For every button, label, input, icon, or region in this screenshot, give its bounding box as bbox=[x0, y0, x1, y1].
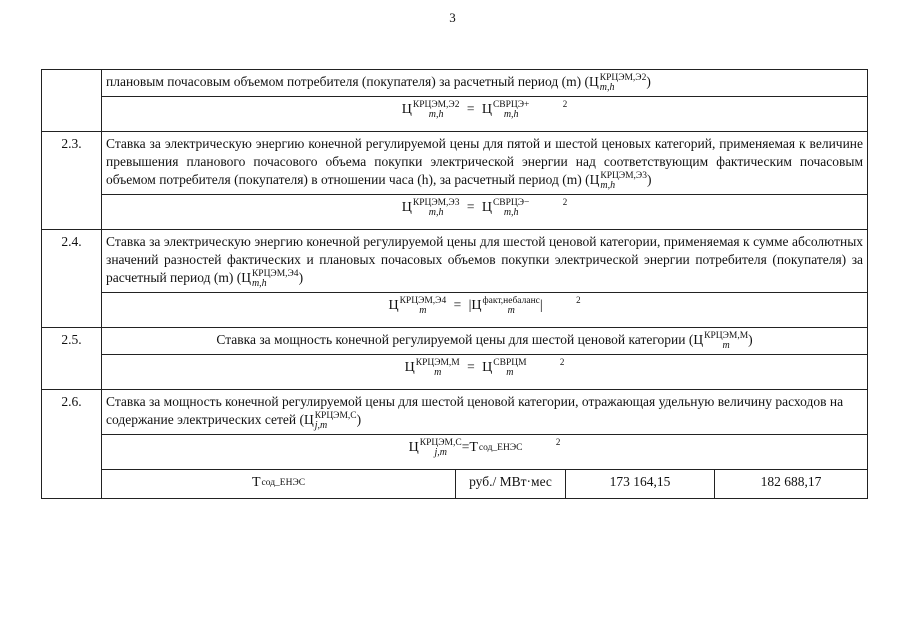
formula-row bbox=[42, 195, 868, 230]
tariff-table bbox=[41, 69, 868, 499]
formula: Ц КРЦЭМ,Э3 m,h = Ц СВРЦЭ− m,h $^2$ bbox=[102, 195, 868, 230]
table-row bbox=[42, 132, 868, 195]
formula: Ц КРЦЭМ,С j,m =Т сод_ЕНЭС $^2$ bbox=[102, 435, 868, 470]
formula-row bbox=[42, 355, 868, 390]
row-description: Ставка за электрическую энергию конечной регулируемой цены для пятой и шестой ценовых категорий, применяемая к величине превышения планового почасового объема покупки электрической энергии над соответствующим фактическим почасовым объемом потребителя (покупателя) в отношении часа (h), за расчетный период (m) (Ц КРЦЭМ,Э3 m,h ) bbox=[102, 132, 868, 195]
table-row bbox=[42, 390, 868, 435]
footnote-mark: 2 bbox=[562, 99, 568, 110]
row-description: Ставка за электрическую энергию конечной регулируемой цены для шестой ценовой категории, применяемая к сумме абсолютных значений разностей фактических и плановых почасовых объемов покупки электрической энергии потребителя (покупателя) за расчетный период (m) (Ц КРЦЭМ,Э4 m,h ) bbox=[102, 230, 868, 293]
row-number: 2.3. bbox=[42, 132, 102, 230]
value-row bbox=[42, 470, 868, 499]
footnote-mark: 2 bbox=[559, 357, 565, 368]
formula: Ц КРЦЭМ,М m = Ц СВРЦМ m $^2$ bbox=[102, 355, 868, 390]
value-cell-1: 173 164,15 bbox=[566, 470, 715, 499]
row-number: 2.4. bbox=[42, 230, 102, 328]
footnote-mark: 2 bbox=[555, 437, 561, 448]
unit-cell: руб./ МВт·мес bbox=[456, 470, 566, 499]
table-row bbox=[42, 70, 868, 97]
formula-row bbox=[42, 293, 868, 328]
row-description: плановым почасовым объемом потребителя (покупателя) за расчетный период (m) (Ц КРЦЭМ,Э2 m,h ) bbox=[102, 70, 868, 97]
table-row bbox=[42, 328, 868, 355]
formula: Ц КРЦЭМ,Э2 m,h = Ц СВРЦЭ+ m,h $^2$ bbox=[102, 97, 868, 132]
formula: Ц КРЦЭМ,Э4 m = |Ц факт,небаланс m | $^2$ bbox=[102, 293, 868, 328]
formula-row bbox=[42, 435, 868, 470]
footnote-mark: 2 bbox=[562, 197, 568, 208]
row-description: Ставка за мощность конечной регулируемой цены для шестой ценовой категории, отражающая удельную величину расходов на содержание электрических сетей (Ц КРЦЭМ,С j,m ) bbox=[102, 390, 868, 435]
formula-row bbox=[42, 97, 868, 132]
tariff-name-cell: Т сод_ЕНЭС bbox=[102, 470, 456, 499]
value-cell-2: 182 688,17 bbox=[715, 470, 868, 499]
table-row bbox=[42, 230, 868, 293]
footnote-mark: 2 bbox=[576, 295, 581, 306]
row-number-cell bbox=[42, 70, 102, 132]
page-number: 3 bbox=[449, 10, 456, 25]
row-description: Ставка за мощность конечной регулируемой цены для шестой ценовой категории (Ц КРЦЭМ,М m ) bbox=[102, 328, 868, 355]
row-number: 2.5. bbox=[42, 328, 102, 390]
row-number: 2.6. bbox=[42, 390, 102, 499]
